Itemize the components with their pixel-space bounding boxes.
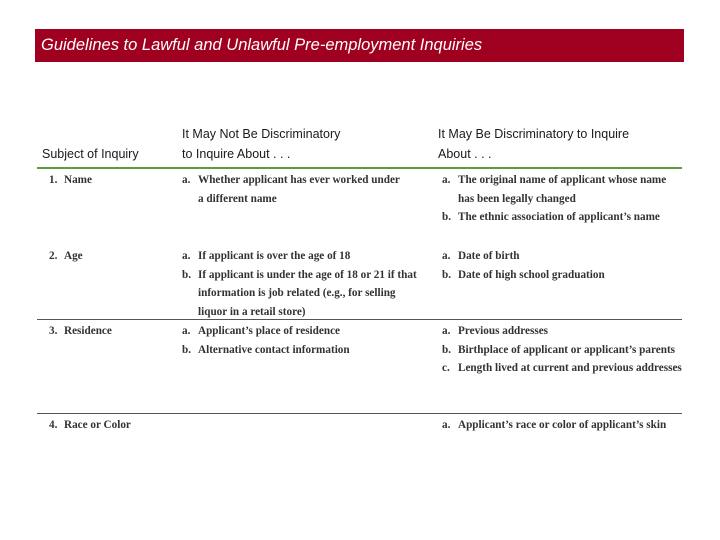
item-marker: a. — [442, 325, 451, 337]
subject-label: Age — [64, 250, 83, 262]
item-text: Applicant’s place of residence — [198, 325, 341, 337]
discriminatory-cell — [438, 416, 682, 456]
item-text: If applicant is under the age of 18 or 21 if that information is job related (e.g., for selling liquor in a retail store) — [198, 268, 417, 318]
item-marker: b. — [442, 268, 452, 281]
item-marker: c. — [442, 362, 450, 375]
item-text: Birthplace of applicant or applicant’s parents — [458, 343, 676, 356]
list-item — [442, 359, 682, 378]
subject-cell — [37, 247, 182, 319]
table-row-residence — [37, 320, 682, 414]
not-discriminatory-cell — [182, 416, 438, 456]
header-discriminatory-line1: It May Be Discriminatory to Inquire — [438, 127, 630, 141]
list-item — [182, 266, 438, 322]
item-marker: a. — [442, 174, 451, 186]
not-discriminatory-cell — [182, 171, 438, 245]
item-text: Previous addresses — [458, 325, 549, 337]
list-item — [442, 208, 682, 227]
subject-cell — [37, 171, 182, 245]
table-row-race-or-color — [37, 414, 682, 456]
list-item — [182, 341, 438, 360]
subject-cell — [37, 416, 182, 456]
table-row-name — [37, 169, 682, 245]
item-text: Date of birth — [458, 250, 520, 262]
table-header — [37, 124, 682, 169]
discriminatory-cell — [438, 247, 682, 319]
row-number: 4. — [49, 419, 58, 431]
item-text: Whether applicant has ever worked under a different name — [198, 174, 400, 205]
item-marker: b. — [442, 211, 452, 224]
list-item — [182, 322, 438, 341]
item-text: Alternative contact information — [198, 343, 350, 356]
discriminatory-cell — [438, 171, 682, 245]
list-item — [442, 266, 682, 285]
item-text: Applicant’s race or color of applicant’s skin — [458, 419, 667, 431]
item-marker: a. — [442, 250, 451, 262]
list-item — [182, 171, 438, 208]
header-subject — [37, 144, 182, 164]
header-not-discriminatory-line2: to Inquire About . . . — [182, 147, 291, 161]
inquiries-table — [37, 124, 682, 456]
subject-label: Residence — [64, 325, 112, 337]
list-item — [442, 322, 682, 341]
subject-label: Race or Color — [64, 419, 131, 431]
header-not-discriminatory — [182, 124, 438, 164]
list-item — [442, 247, 682, 266]
item-marker: b. — [182, 343, 192, 356]
item-text: Date of high school graduation — [458, 268, 605, 281]
list-item — [442, 171, 682, 208]
header-not-discriminatory-line1: It May Not Be Discriminatory — [182, 127, 341, 141]
item-marker: a. — [182, 250, 191, 262]
header-discriminatory-line2: About . . . — [438, 147, 492, 161]
item-marker: a. — [442, 419, 451, 431]
item-text: If applicant is over the age of 18 — [198, 250, 351, 262]
list-item — [442, 416, 682, 435]
header-discriminatory — [438, 124, 682, 164]
subject-label: Name — [64, 174, 92, 186]
discriminatory-cell — [438, 322, 682, 413]
item-marker: b. — [442, 343, 452, 356]
item-text: The original name of applicant whose name has been legally changed — [458, 174, 667, 205]
row-number: 1. — [49, 174, 58, 186]
header-subject-text: Subject of Inquiry — [42, 147, 139, 161]
subject-cell — [37, 322, 182, 413]
item-text: Length lived at current and previous addresses — [458, 362, 682, 375]
not-discriminatory-cell — [182, 247, 438, 319]
list-item — [182, 247, 438, 266]
table-row-age — [37, 245, 682, 320]
item-marker: a. — [182, 325, 191, 337]
item-text: The ethnic association of applicant’s name — [458, 211, 660, 224]
row-number: 2. — [49, 250, 58, 262]
item-marker: b. — [182, 268, 192, 281]
not-discriminatory-cell — [182, 322, 438, 413]
row-number: 3. — [49, 325, 58, 337]
item-marker: a. — [182, 174, 191, 186]
slide-title: Guidelines to Lawful and Unlawful Pre-employment Inquiries — [35, 29, 684, 62]
list-item — [442, 341, 682, 360]
